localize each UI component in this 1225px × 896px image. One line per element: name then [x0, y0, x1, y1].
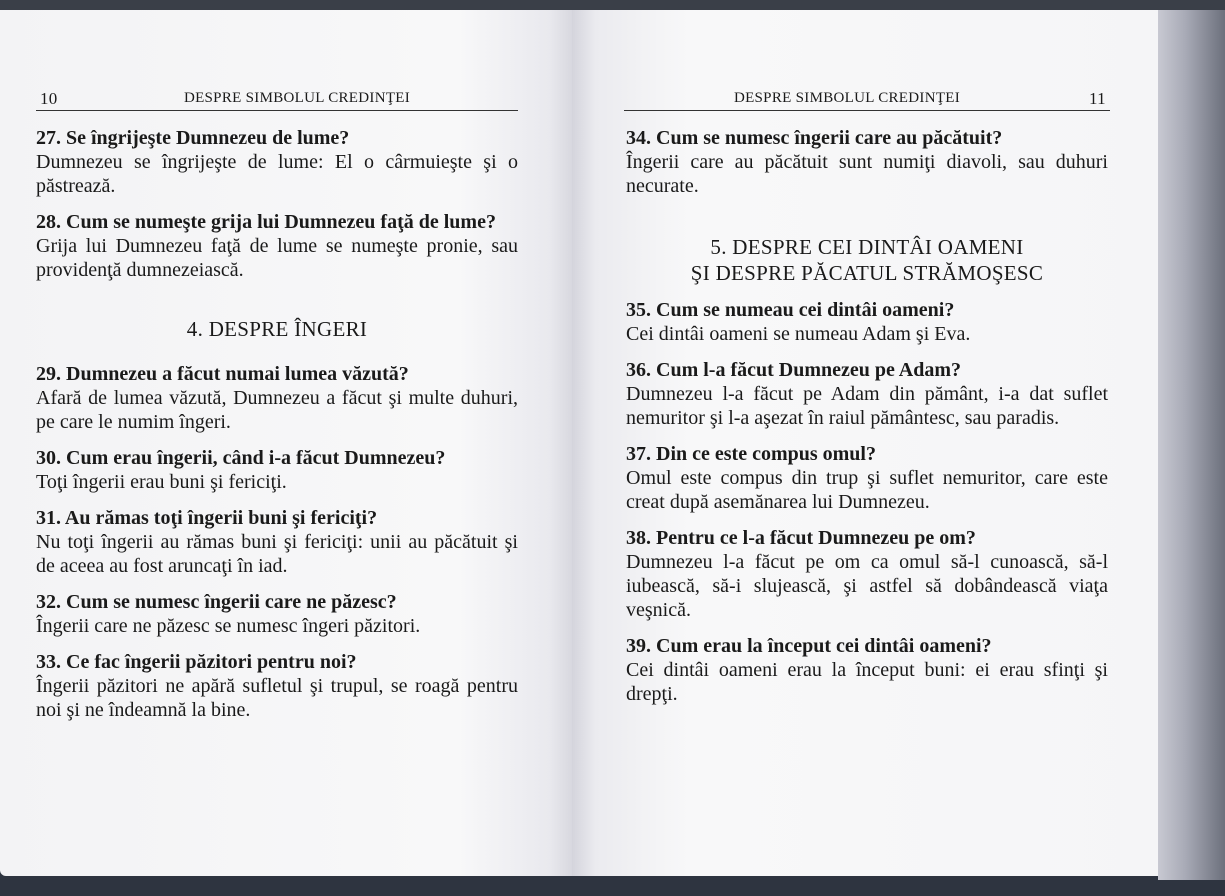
- answer: Nu toţi îngerii au rămas buni şi fericiţi: unii au păcătuit şi de aceea au fost aruncaţi în iad.: [36, 531, 518, 577]
- answer: Afară de lumea văzută, Dumnezeu a făcut şi multe duhuri, pe care le numim îngeri.: [36, 387, 518, 433]
- answer: Toţi îngerii erau buni şi fericiţi.: [36, 471, 287, 493]
- question: 33. Ce fac îngerii păzitori pentru noi?: [36, 651, 357, 673]
- right-qa-group-before: [626, 126, 1108, 198]
- qa-item: [36, 506, 518, 578]
- qa-item: [626, 298, 1108, 346]
- qa-item: [36, 362, 518, 434]
- right-running-title: DESPRE SIMBOLUL CREDINŢEI: [733, 90, 961, 106]
- left-running-title: DESPRE SIMBOLUL CREDINŢEI: [183, 90, 411, 106]
- answer: Îngerii care au păcătuit sunt numiţi diavoli, sau duhuri necurate.: [626, 151, 1108, 197]
- answer: Dumnezeu se îngrijeşte de lume: El o cârmuieşte şi o păstrează.: [36, 151, 518, 197]
- left-page-text: [36, 126, 518, 734]
- answer: Cei dintâi oameni erau la început buni: ei erau sfinţi şi drepţi.: [626, 659, 1108, 705]
- question: 30. Cum erau îngerii, când i-a făcut Dumnezeu?: [36, 447, 446, 469]
- book-edge: [1158, 10, 1225, 880]
- qa-item: [626, 526, 1108, 622]
- qa-item: [36, 590, 518, 638]
- answer: Omul este compus din trup şi suflet nemuritor, care este creat după asemănarea lui Dumnezeu.: [626, 467, 1108, 513]
- qa-item: [626, 634, 1108, 706]
- section-title: 4. DESPRE ÎNGERI: [186, 317, 368, 341]
- qa-item: [36, 126, 518, 198]
- question: 34. Cum se numesc îngerii care au păcătuit?: [626, 127, 1003, 149]
- answer: Îngerii păzitori ne apără sufletul şi trupul, se roagă pentru noi şi ne îndeamnă la bine.: [36, 675, 518, 721]
- question: 29. Dumnezeu a făcut numai lumea văzută?: [36, 363, 409, 385]
- question: 28. Cum se numeşte grija lui Dumnezeu faţă de lume?: [36, 211, 496, 233]
- question: 38. Pentru ce l-a făcut Dumnezeu pe om?: [626, 527, 976, 549]
- question: 35. Cum se numeau cei dintâi oameni?: [626, 299, 955, 321]
- left-qa-group-before: [36, 126, 518, 282]
- question: 27. Se îngrijeşte Dumnezeu de lume?: [36, 127, 350, 149]
- section-title-line: ŞI DESPRE PĂCATUL STRĂMOŞESC: [690, 261, 1044, 285]
- qa-item: [626, 358, 1108, 430]
- question: 39. Cum erau la început cei dintâi oameni?: [626, 635, 992, 657]
- question: 36. Cum l-a făcut Dumnezeu pe Adam?: [626, 359, 961, 381]
- qa-item: [626, 442, 1108, 514]
- question: 37. Din ce este compus omul?: [626, 443, 876, 465]
- right-page-text: [626, 126, 1108, 718]
- answer: Cei dintâi oameni se numeau Adam şi Eva.: [626, 323, 971, 345]
- left-page-number: 10: [40, 89, 58, 108]
- qa-item: [36, 446, 518, 494]
- qa-item: [36, 210, 518, 282]
- qa-item: [626, 126, 1108, 198]
- right-running-header: [624, 88, 1110, 111]
- answer: Dumnezeu l-a făcut pe Adam din pământ, i-a dat suflet nemuritor şi l-a aşezat în raiul pământesc, sau paradis.: [626, 383, 1108, 429]
- qa-item: [36, 650, 518, 722]
- answer: Îngerii care ne păzesc se numesc îngeri păzitori.: [36, 615, 421, 637]
- left-running-header: [36, 88, 518, 111]
- answer: Grija lui Dumnezeu faţă de lume se numeşte pronie, sau providenţă dumnezeiască.: [36, 235, 518, 281]
- answer: Dumnezeu l-a făcut pe om ca omul să-l cunoască, să-l iubească, să-i slujească, şi astfel să dobândească viaţa veşnică.: [626, 551, 1108, 621]
- right-qa-group-after: [626, 298, 1108, 706]
- section-title: [626, 234, 1108, 286]
- question: 32. Cum se numesc îngerii care ne păzesc?: [36, 591, 397, 613]
- section-title-line: 5. DESPRE CEI DINTÂI OAMENI: [710, 235, 1024, 259]
- right-page-number: 11: [1089, 89, 1106, 108]
- question: 31. Au rămas toţi îngerii buni şi fericiţi?: [36, 507, 378, 529]
- left-qa-group-after: [36, 362, 518, 722]
